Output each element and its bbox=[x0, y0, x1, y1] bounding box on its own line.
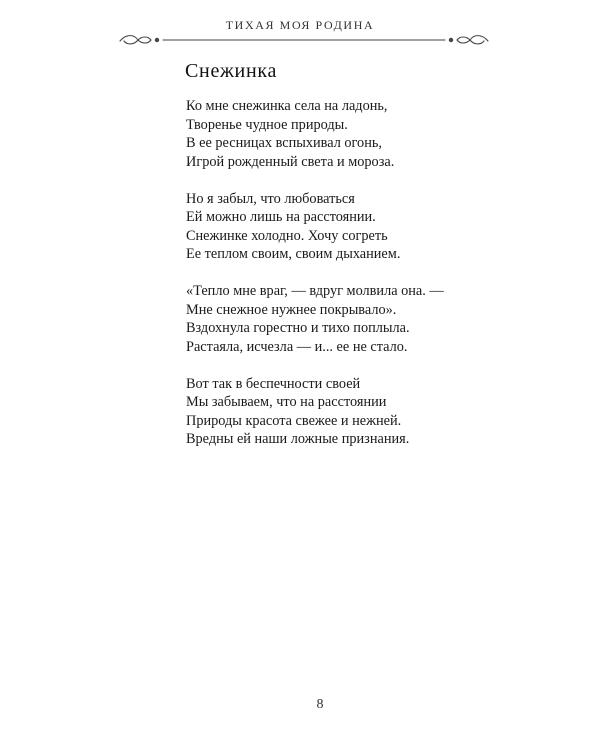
poem-line: Вздохнула горестно и тихо поплыла. bbox=[186, 320, 410, 337]
poem-line: Вредны ей наши ложные признания. bbox=[186, 431, 410, 448]
poem-line: Вот так в беспечности своей bbox=[186, 375, 361, 392]
poem-line: В ее ресницах вспыхивал огонь, bbox=[186, 135, 382, 152]
poem-title: Снежинка bbox=[185, 60, 278, 82]
poem-line: Природы красота свежее и нежней. bbox=[186, 412, 402, 429]
page-number: 8 bbox=[316, 697, 324, 712]
stanza bbox=[186, 282, 576, 356]
poem-line: Мы забываем, что на расстоянии bbox=[186, 394, 387, 411]
poem-body bbox=[186, 97, 576, 467]
running-head: ТИХАЯ МОЯ РОДИНА bbox=[225, 18, 375, 32]
stanza bbox=[186, 190, 576, 264]
poem-line: Растаяла, исчезла — и... ее не стало. bbox=[186, 338, 408, 355]
poem-line: Ей можно лишь на расстоянии. bbox=[186, 209, 376, 226]
poem-line: Игрой рожденный света и мороза. bbox=[186, 153, 395, 170]
poem-line: Творенье чудное природы. bbox=[186, 116, 348, 133]
poem-line: «Тепло мне враг, — вдруг молвила она. — bbox=[186, 283, 444, 300]
poem-line: Снежинке холодно. Хочу согреть bbox=[186, 227, 388, 244]
poem-line: Ее теплом своим, своим дыханием. bbox=[186, 246, 401, 263]
stanza bbox=[186, 375, 576, 449]
page-header bbox=[0, 8, 600, 48]
poem-line: Но я забыл, что любоваться bbox=[186, 190, 355, 207]
poem-line: Мне снежное нужнее покрывало». bbox=[186, 301, 397, 318]
poem-line: Ко мне снежинка села на ладонь, bbox=[186, 98, 388, 114]
ornamental-rule-icon bbox=[118, 30, 490, 50]
stanza bbox=[186, 97, 576, 171]
